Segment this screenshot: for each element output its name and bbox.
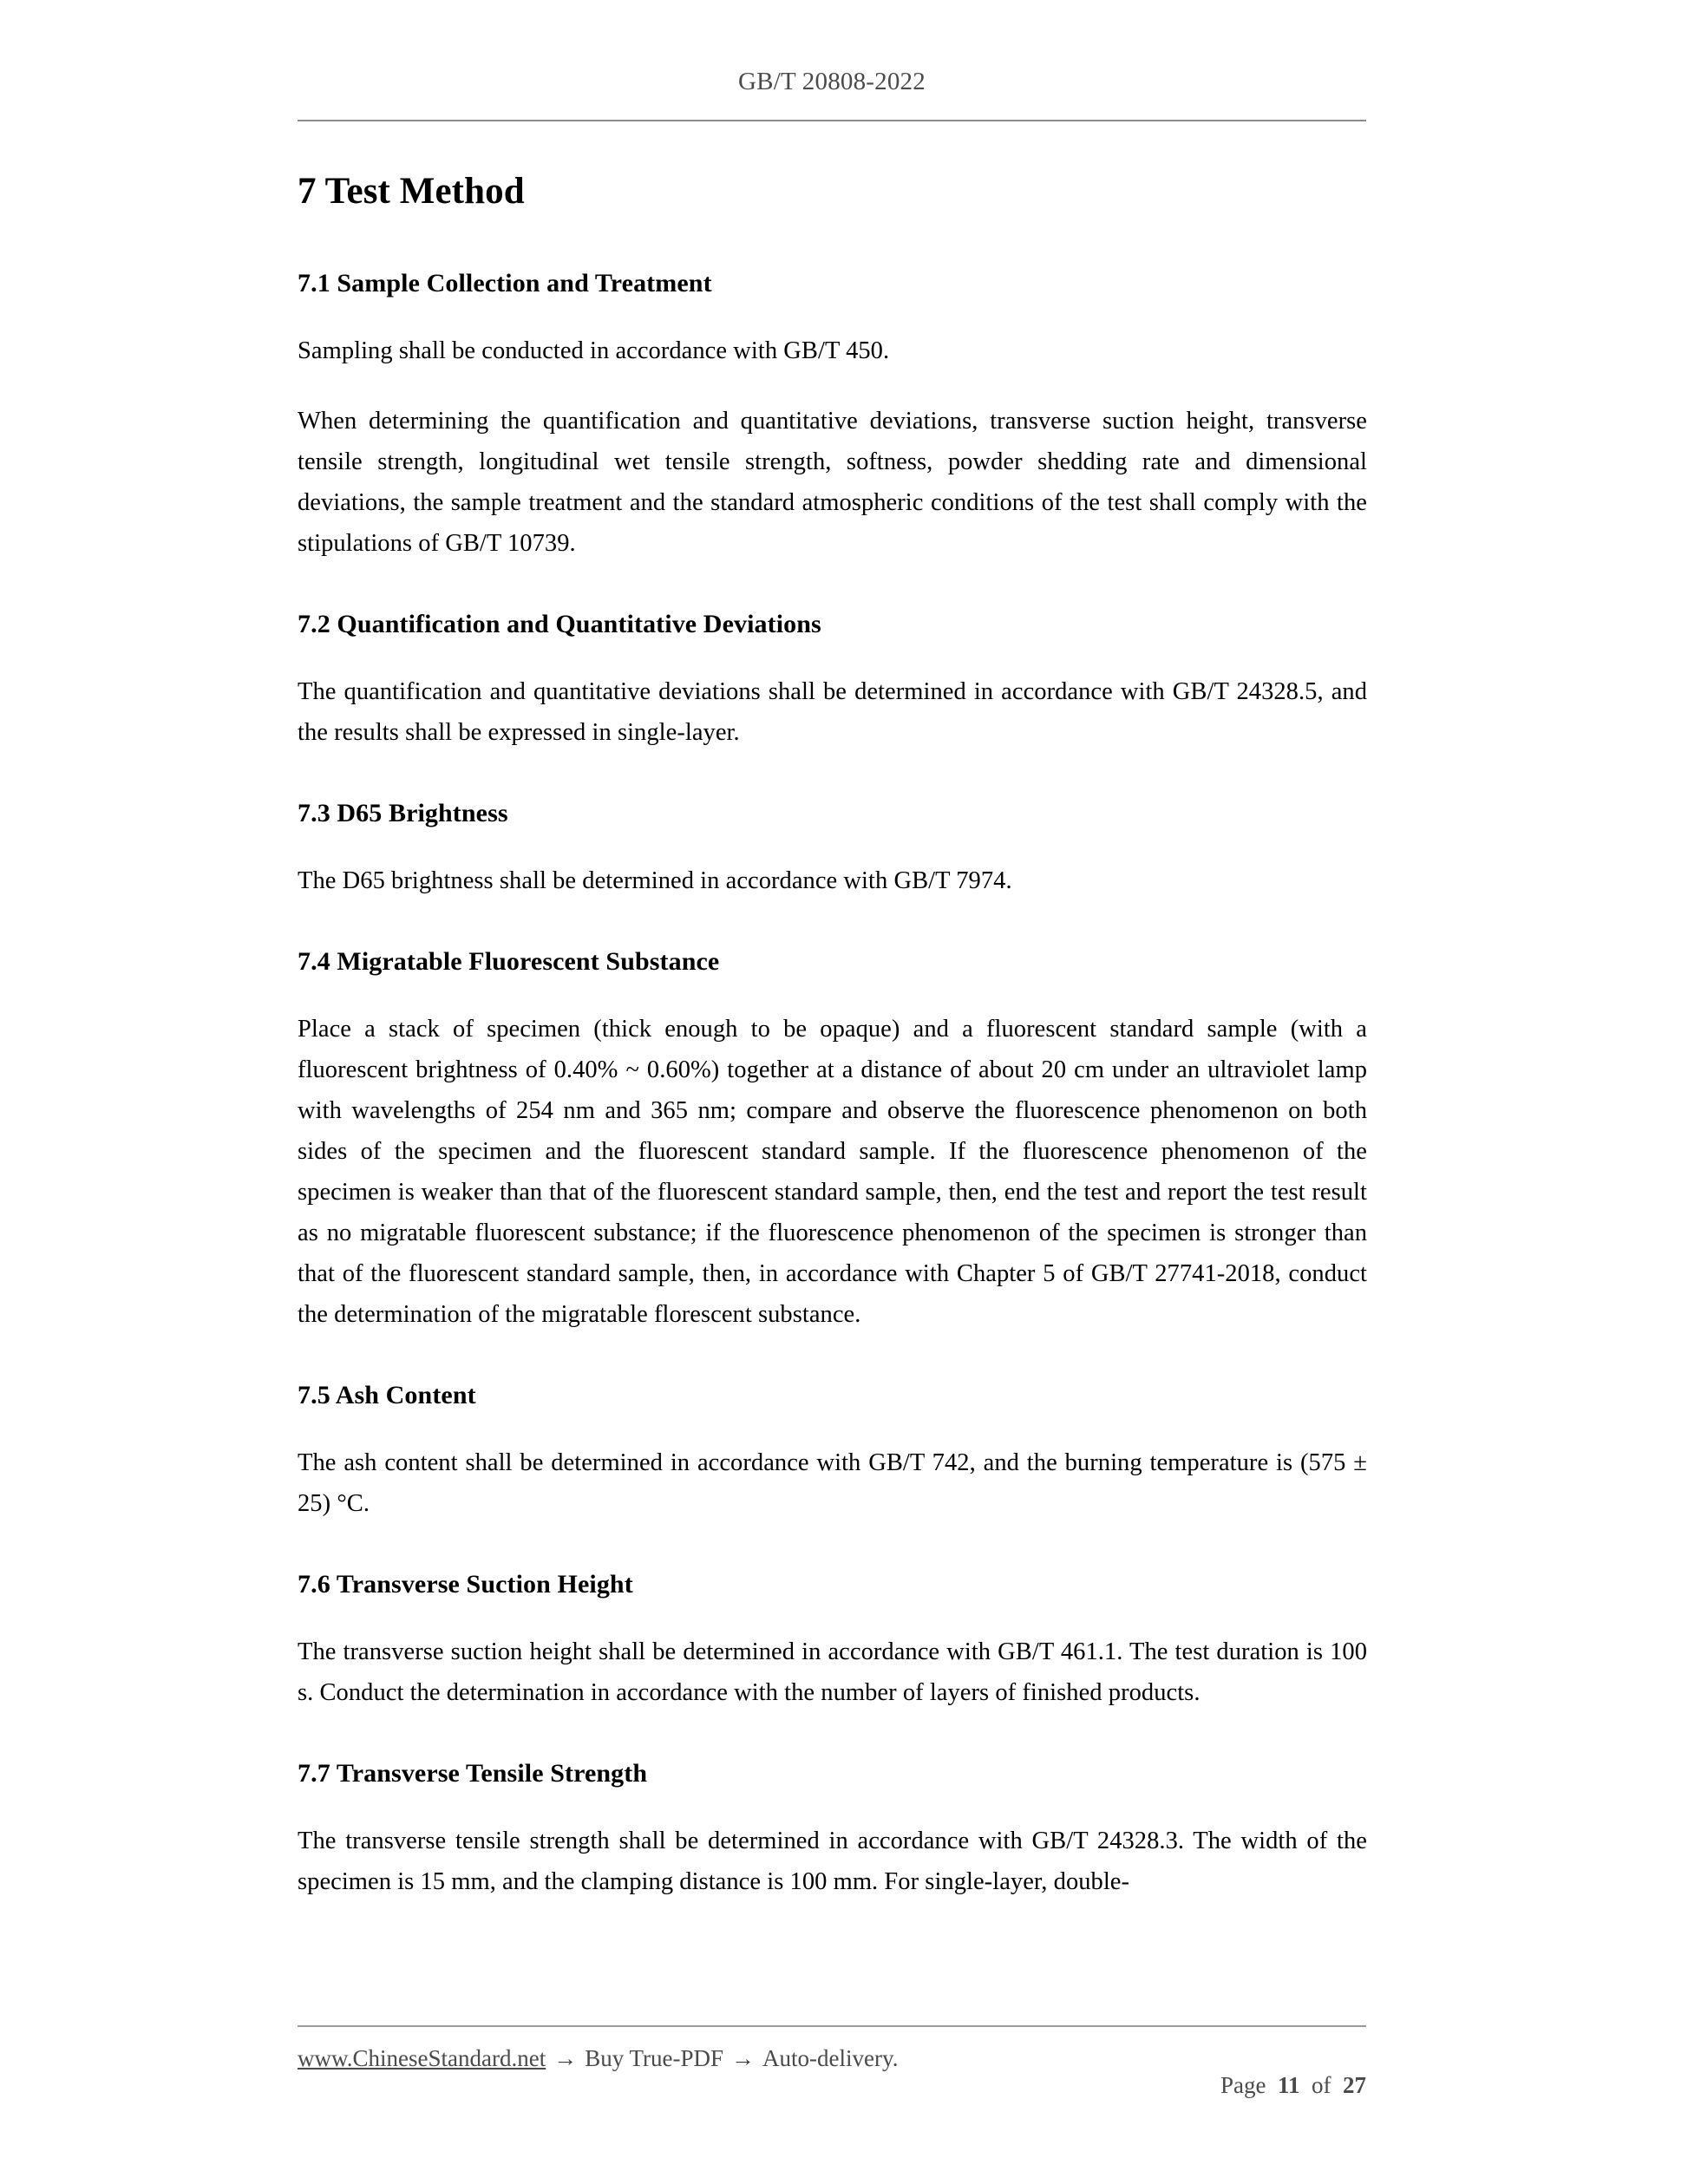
page-number-group bbox=[298, 2045, 1366, 2126]
document-content bbox=[298, 170, 1367, 1902]
standard-code-header: GB/T 20808-2022 bbox=[738, 68, 926, 95]
section-7-1-paragraph-1: Sampling shall be conducted in accordance with GB/T 450. bbox=[298, 337, 890, 364]
section-heading-7-6: 7.6 Transverse Suction Height bbox=[298, 1569, 633, 1599]
page-header bbox=[298, 68, 1366, 96]
section-7-2-paragraph-1: The quantification and quantitative deviations shall be determined in accordance with GB/T 24328.5, and the results shall be expressed in single-layer. bbox=[298, 677, 1367, 746]
footer-website-link[interactable]: www.ChineseStandard.net bbox=[298, 2045, 546, 2071]
section-heading-7-7: 7.7 Transverse Tensile Strength bbox=[298, 1758, 648, 1788]
page-footer bbox=[298, 2045, 1366, 2098]
current-page-number: 11 bbox=[1277, 2072, 1300, 2098]
footer-delivery-text: Auto-delivery. bbox=[762, 2045, 899, 2071]
header-divider bbox=[298, 120, 1366, 121]
section-7-3-paragraph-1: The D65 brightness shall be determined in accordance with GB/T 7974. bbox=[298, 866, 1012, 894]
section-heading-7-2: 7.2 Quantification and Quantitative Deviations bbox=[298, 609, 821, 638]
page-title: 7 Test Method bbox=[298, 171, 525, 212]
section-7-1-paragraph-2: When determining the quantification and quantitative deviations, transverse suction height, transverse tensile strength, longitudinal wet tensile strength, softness, powder shedding rate and dimensional deviations, the sample treatment and the standard atmospheric conditions of the test shall comply with the stipulations of GB/T 10739. bbox=[298, 407, 1367, 557]
section-heading-7-4: 7.4 Migratable Fluorescent Substance bbox=[298, 946, 720, 976]
arrow-right-icon-2: → bbox=[731, 2045, 756, 2071]
section-heading-7-1: 7.1 Sample Collection and Treatment bbox=[298, 268, 712, 298]
of-label: of bbox=[1312, 2072, 1331, 2098]
footer-offer-text: Buy True-PDF bbox=[585, 2045, 724, 2071]
section-7-6-paragraph-1: The transverse suction height shall be determined in accordance with GB/T 461.1. The test duration is 100 s. Conduct the determination in accordance with the number of layers of finished products. bbox=[298, 1638, 1367, 1706]
arrow-right-icon: → bbox=[553, 2045, 578, 2071]
footer-divider bbox=[298, 2025, 1366, 2027]
section-heading-7-5: 7.5 Ash Content bbox=[298, 1380, 476, 1409]
section-7-4-paragraph-1: Place a stack of specimen (thick enough to be opaque) and a fluorescent standard sample (with a fluorescent brightness of 0.40% ~ 0.60%) together at a distance of about 20 cm under an ultraviolet lamp with wavelengths of 254 nm and 365 nm; compare and observe the fluorescence phenomenon on both sides of the specimen and the fluorescent standard sample. If the fluorescence phenomenon of the specimen is weaker than that of the fluorescent standard sample, then, end the test and report the test result as no migratable fluorescent substance; if the fluorescence phenomenon of the specimen is stronger than that of the fluorescent standard sample, then, in accordance with Chapter 5 of GB/T 27741-2018, conduct the determination of the migratable florescent substance. bbox=[298, 1015, 1367, 1328]
section-7-7-paragraph-1: The transverse tensile strength shall be determined in accordance with GB/T 24328.3. The width of the specimen is 15 mm, and the clamping distance is 100 mm. For single-layer, double- bbox=[298, 1827, 1367, 1895]
total-page-number: 27 bbox=[1343, 2072, 1366, 2098]
section-7-5-paragraph-1: The ash content shall be determined in accordance with GB/T 742, and the burning temperature is (575 ± 25) °C. bbox=[298, 1448, 1367, 1517]
section-heading-7-3: 7.3 D65 Brightness bbox=[298, 798, 508, 827]
page-label: Page bbox=[1220, 2072, 1266, 2098]
